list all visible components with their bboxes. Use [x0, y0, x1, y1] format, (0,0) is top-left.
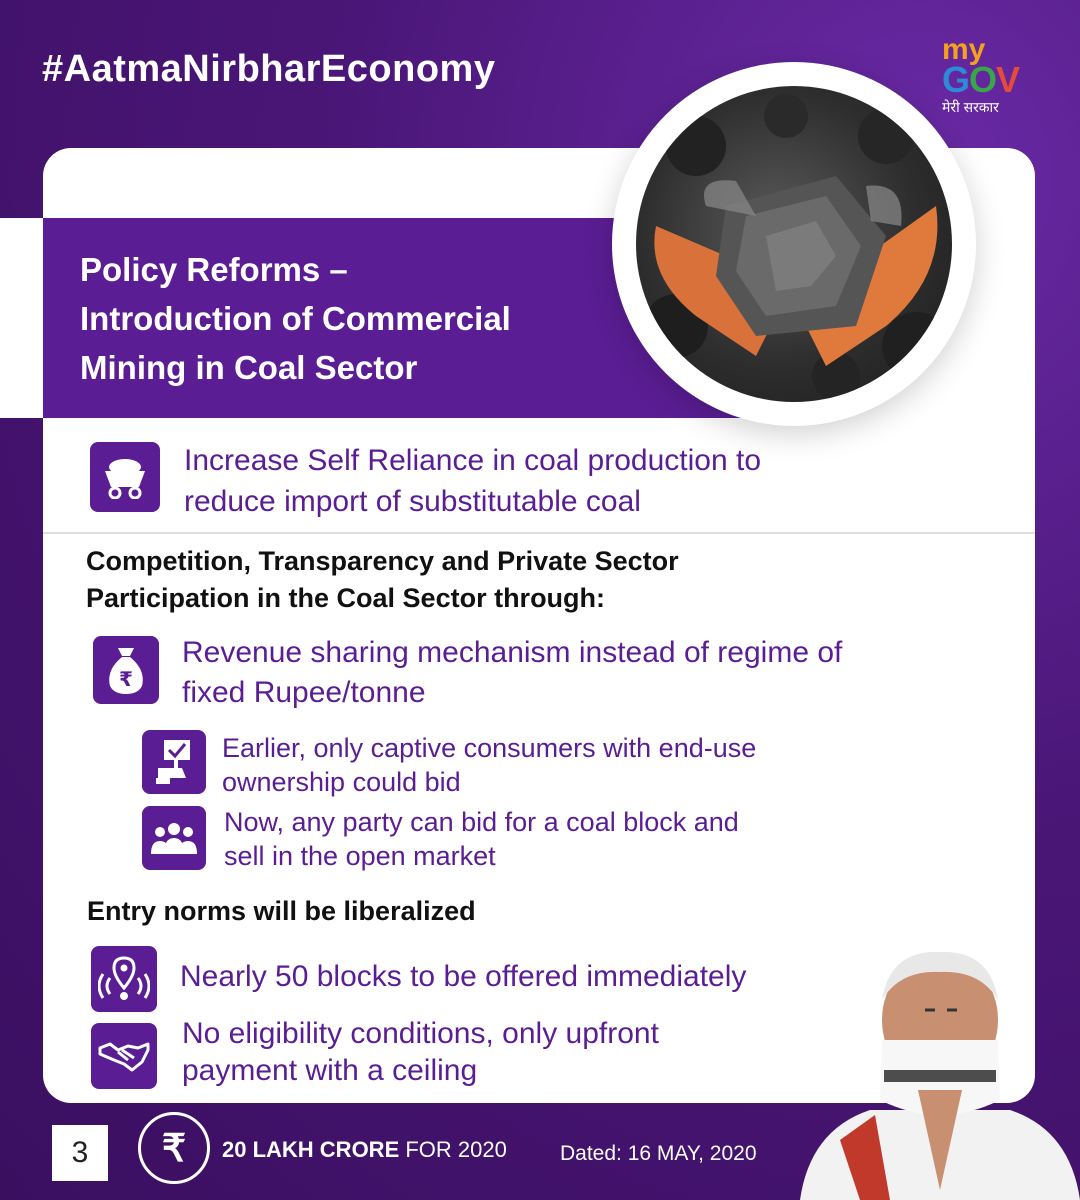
mygov-logo — [942, 33, 1052, 117]
logo-my: my — [942, 33, 986, 66]
point4-line2: sell in the open market — [224, 841, 496, 871]
point1-line2: reduce import of substitutable coal — [184, 485, 641, 518]
coal-cart-icon — [90, 442, 160, 512]
banner-title-line2: Introduction of Commercial — [80, 300, 511, 337]
section1-line2: Participation in the Coal Sector through: — [86, 583, 606, 613]
banner-left-strip — [0, 218, 43, 418]
section2-heading: Entry norms will be liberalized — [87, 896, 476, 926]
package-label-rest: FOR 2020 — [399, 1137, 507, 1162]
point1-text — [184, 440, 761, 522]
point1-line1: Increase Self Reliance in coal production to — [184, 444, 762, 477]
point6-line1: No eligibility conditions, only upfront — [182, 1017, 659, 1050]
leader-portrait-illustration — [800, 940, 1080, 1200]
package-label — [222, 1137, 507, 1163]
date-label: Dated: 16 MAY, 2020 — [560, 1142, 757, 1165]
banner-title-line1: Policy Reforms – — [80, 251, 348, 288]
hashtag-title: #AatmaNirbharEconomy — [42, 48, 496, 90]
point3-text — [222, 731, 756, 799]
point2-line1: Revenue sharing mechanism instead of regime of — [182, 636, 843, 669]
point2-line2: fixed Rupee/tonne — [182, 676, 426, 709]
money-bag-icon — [93, 636, 159, 704]
point2-text — [182, 633, 842, 713]
package-label-bold: 20 LAKH CRORE — [222, 1137, 400, 1162]
svg-text:₹: ₹ — [119, 667, 133, 691]
point6-line2: payment with a ceiling — [182, 1054, 478, 1087]
coal-photo — [636, 86, 952, 402]
logo-gov: GOV — [942, 59, 1020, 100]
location-signal-icon — [91, 946, 157, 1012]
point4-line1: Now, any party can bid for a coal block and — [224, 807, 739, 837]
point6-text — [182, 1015, 659, 1089]
banner-title — [80, 245, 511, 392]
logo-tagline: मेरी सरकार — [942, 99, 999, 115]
point3-line2: ownership could bid — [222, 767, 461, 797]
banner-title-line3: Mining in Coal Sector — [80, 349, 418, 386]
group-icon — [142, 806, 206, 870]
rupee-seal-icon: ₹ — [138, 1112, 210, 1184]
point3-line1: Earlier, only captive consumers with end-use — [222, 733, 757, 763]
section1-heading — [86, 543, 679, 617]
section1-line1: Competition, Transparency and Private Sector — [86, 546, 679, 576]
point4-text — [224, 805, 739, 873]
page-number: 3 — [52, 1125, 108, 1181]
point5-text: Nearly 50 blocks to be offered immediately — [180, 960, 747, 993]
handshake-icon — [91, 1023, 157, 1089]
coal-hands-illustration — [636, 86, 952, 402]
vote-check-icon — [142, 730, 206, 794]
section-divider — [43, 532, 1035, 534]
